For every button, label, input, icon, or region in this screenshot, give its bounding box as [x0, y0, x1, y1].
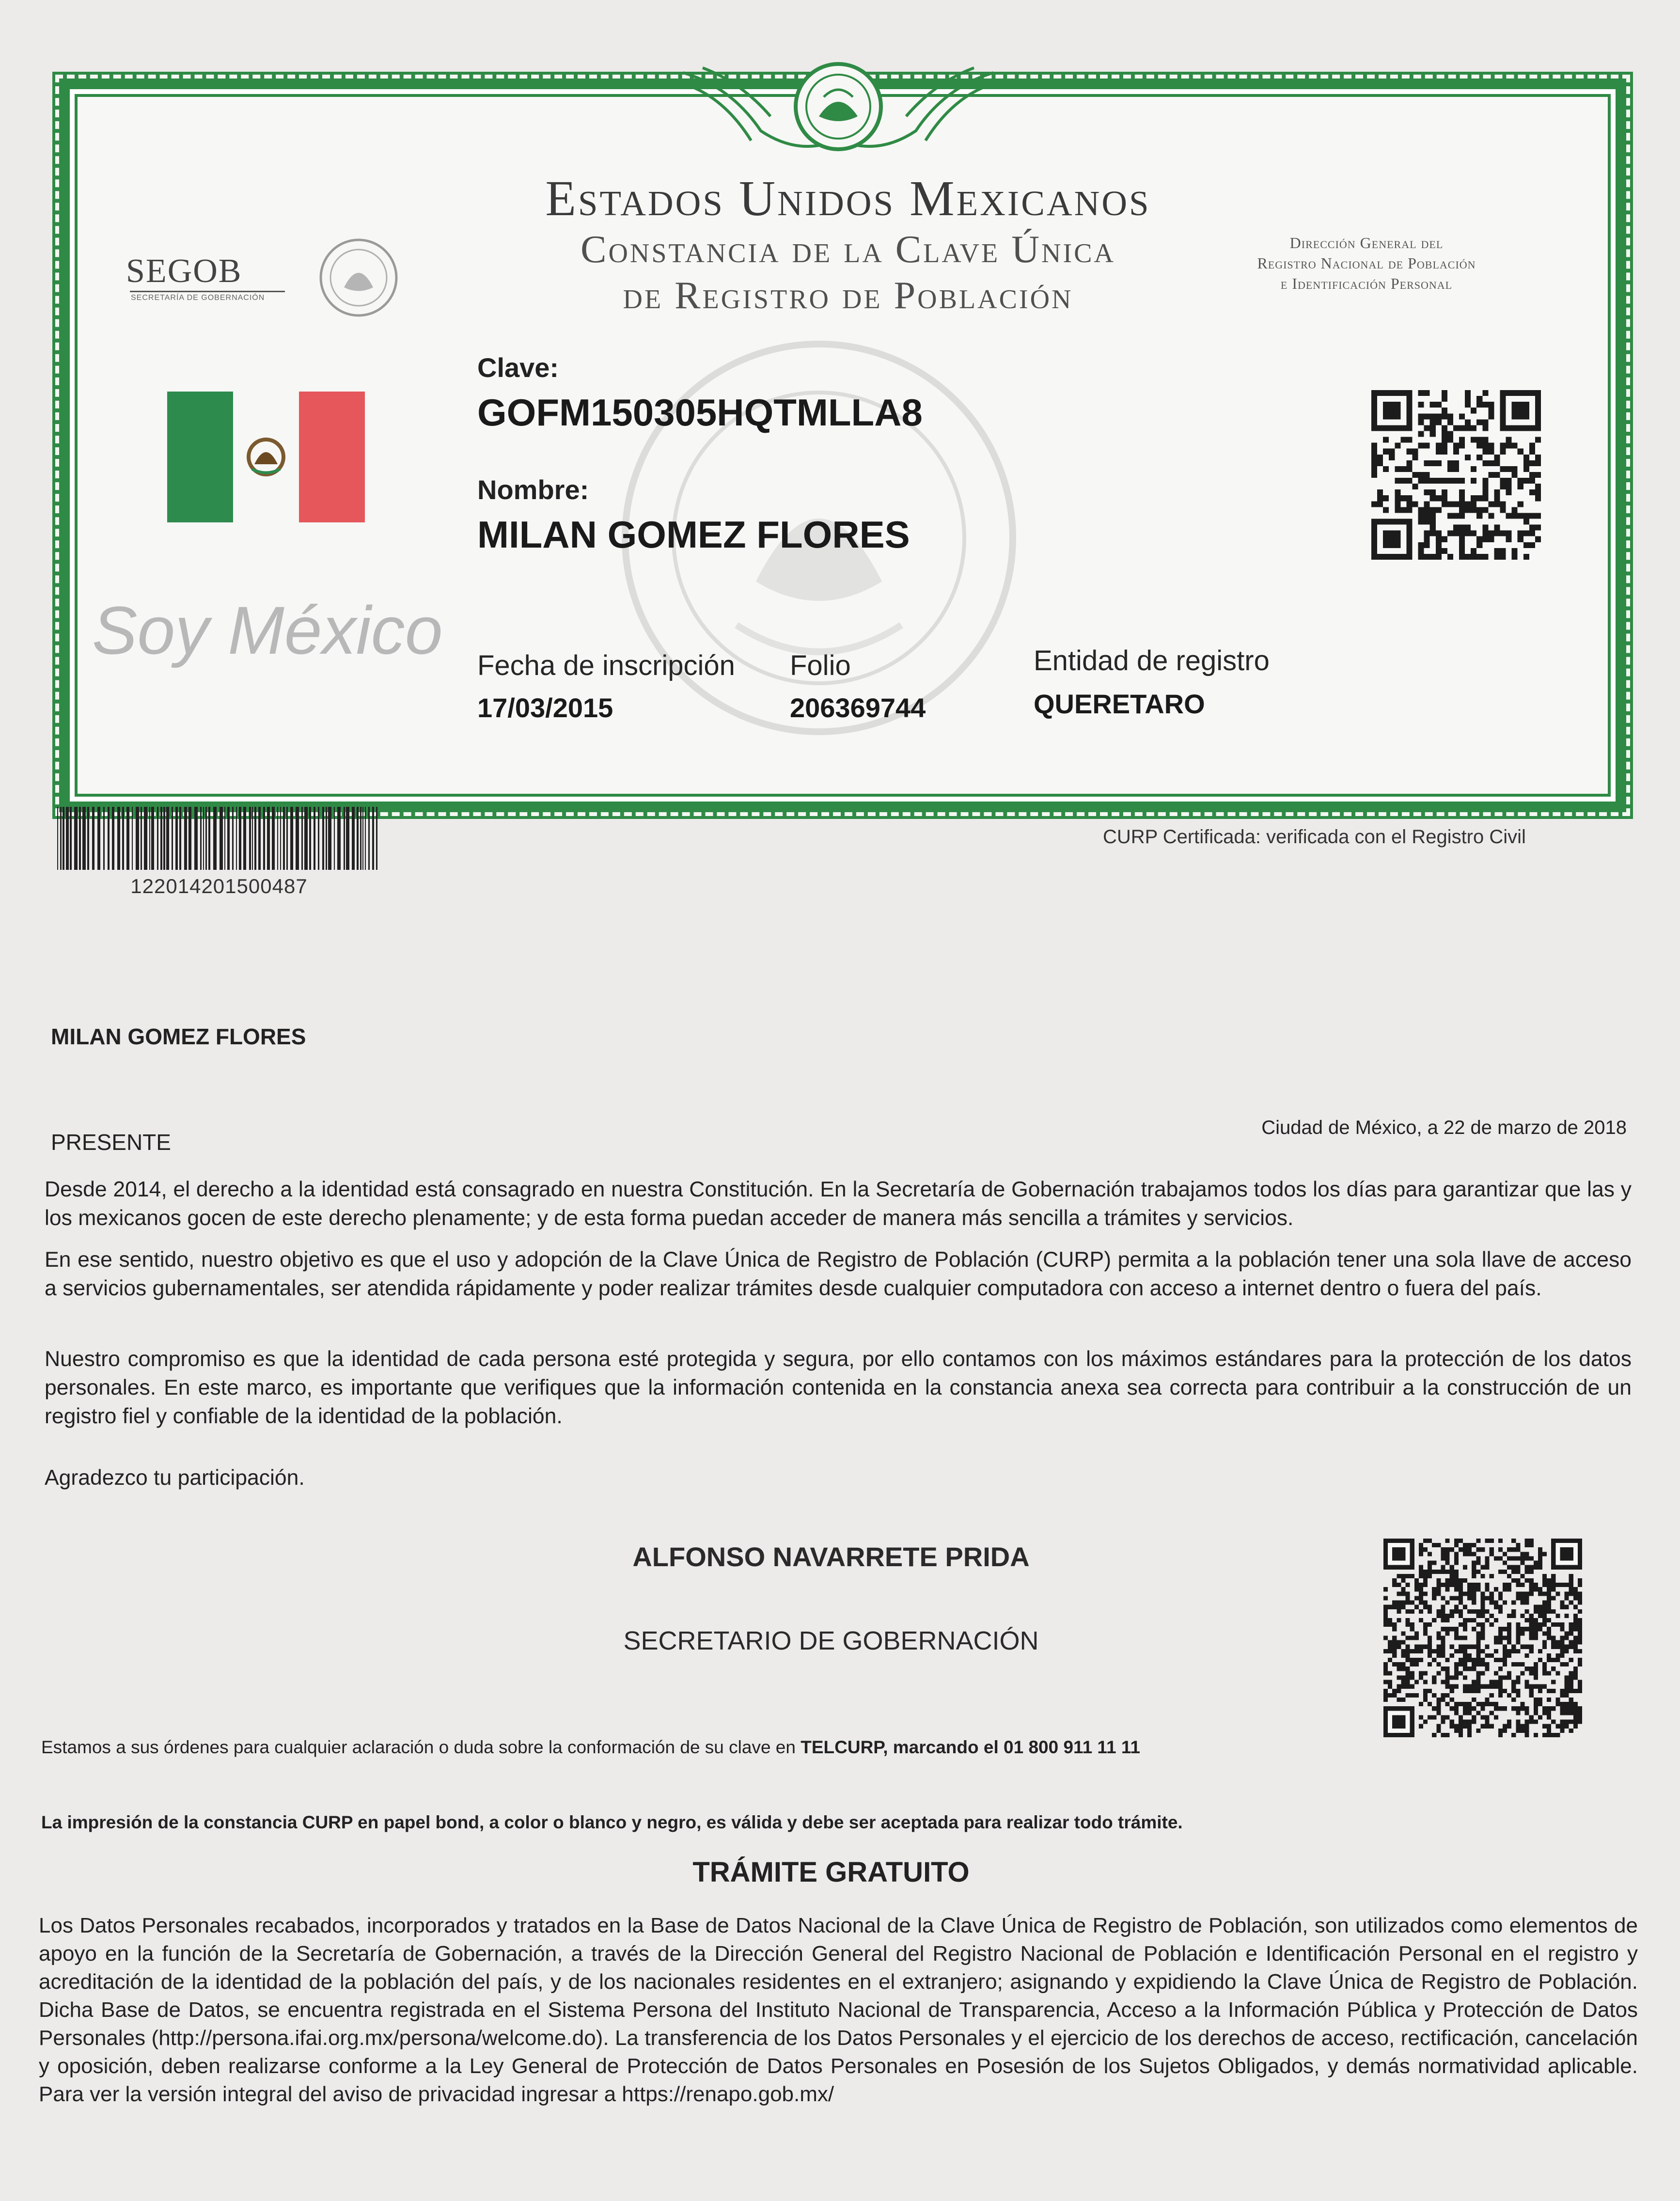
- entidad-registro-value: QUERETARO: [1034, 689, 1205, 719]
- dependency-line1: Dirección General del: [1289, 234, 1444, 252]
- letter-paragraph-2: En ese sentido, nuestro objetivo es que el uso y adopción de la Clave Única de Registro de Población (CURP) permita a la población tener una sola llave de acceso a servicios gubernamentales, ser atendida rápidamente y poder realizar trámites desde cualquier computadora con acceso a internet dentro o fuera del país.: [45, 1248, 1632, 1300]
- letter-paragraph-3: Nuestro compromiso es que la identidad de cada persona esté protegida y segura, por ello contamos con los máximos estándares para la protección de los datos personales. En este marco, es importante que verifiques que la información contenida en la constancia anexa sea correcta para contribuir a la construcción de un registro fiel y confiable de la identidad de la población.: [45, 1347, 1632, 1428]
- letter-paragraph-4: Agradezco tu participación.: [45, 1466, 305, 1490]
- clarification-text: Estamos a sus órdenes para cualquier aclaración o duda sobre la conformación de su clave en: [41, 1737, 796, 1757]
- qr-code-icon: [1371, 390, 1541, 560]
- folio-label: Folio: [790, 650, 851, 681]
- document-subtitle-line2: de Registro de Población: [623, 274, 1073, 317]
- telcurp-phone: TELCURP, marcando el 01 800 911 11 11: [801, 1737, 1140, 1757]
- dependency-line2: Registro Nacional de Población: [1257, 254, 1476, 272]
- letter-addressee: MILAN GOMEZ FLORES: [51, 1024, 306, 1049]
- qr-code-icon: [1383, 1536, 1582, 1740]
- nombre-label: Nombre:: [477, 474, 589, 505]
- clave-label: Clave:: [477, 352, 559, 383]
- curp-certified-note: CURP Certificada: verificada con el Registro Civil: [1103, 826, 1526, 848]
- free-procedure-heading: TRÁMITE GRATUITO: [692, 1856, 970, 1888]
- seal-icon: [317, 236, 400, 319]
- folio-value: 206369744: [790, 692, 926, 723]
- tagline: Soy México: [92, 592, 443, 668]
- document-title: Estados Unidos Mexicanos: [545, 171, 1151, 226]
- document-subtitle-line1: Constancia de la Clave Única: [581, 228, 1115, 271]
- letter-presente: PRESENTE: [51, 1130, 171, 1155]
- letter-place-date: Ciudad de México, a 22 de marzo de 2018: [1261, 1117, 1627, 1138]
- issuing-dependency: [1182, 233, 1551, 294]
- fecha-inscripcion-label: Fecha de inscripción: [477, 650, 735, 681]
- privacy-notice: Los Datos Personales recabados, incorporados y tratados en la Base de Datos Nacional de la Clave Única de Registro de Población, son utilizados como elementos de apoyo en la función de la Secretaría de Gobernación, a través de la Dirección General del Registro Nacional de Población e Identificación Personal en el registro y acreditación de la identidad de la población del país, y de los nacionales residentes en el extranjero; asignando y expidiendo la Clave Única de Registro de Población. Dicha Base de Datos, se encuentra registrada en el Sistema Persona del Instituto Nacional de Transparencia, Acceso a la Información Pública y Protección de Datos Personales (http://persona.ifai.org.mx/persona/welcome.do). La transferencia de los Datos Personales y el ejercicio de los derechos de acceso, rectificación, cancelación y oposición, deben realizarse conforme a la Ley General de Protección de Datos Personales en Posesión de los Sujetos Obligados, y demás normatividad aplicable. Para ver la versión integral del aviso de privacidad ingresar a https://renapo.gob.mx/: [39, 1914, 1638, 2106]
- segob-subtitle: SECRETARÍA DE GOBERNACIÓN: [131, 294, 265, 302]
- dependency-line3: e Identificación Personal: [1280, 275, 1453, 292]
- coat-of-arms-icon: [674, 58, 1003, 160]
- printing-validity-note: La impresión de la constancia CURP en papel bond, a color o blanco y negro, es válida y debe ser aceptada para realizar todo trámite.: [41, 1812, 1183, 1832]
- clarification-note: [41, 1737, 1140, 1758]
- letter-paragraph-1: Desde 2014, el derecho a la identidad está consagrado en nuestra Constitución. En la Secretaría de Gobernación trabajamos todos los días para garantizar que las y los mexicanos gocen de este derecho plenamente; y de esta forma puedan acceder de manera más sencilla a trámites y servicios.: [45, 1178, 1632, 1230]
- segob-logo: SEGOB: [126, 252, 242, 290]
- signer-title: SECRETARIO DE GOBERNACIÓN: [623, 1626, 1039, 1655]
- signer-name: ALFONSO NAVARRETE PRIDA: [632, 1541, 1030, 1572]
- clave-value: GOFM150305HQTMLLA8: [477, 391, 923, 434]
- barcode-number: 122014201500487: [130, 875, 308, 897]
- barcode-icon: [57, 807, 381, 870]
- entidad-registro-label: Entidad de registro: [1034, 645, 1270, 676]
- nombre-value: MILAN GOMEZ FLORES: [477, 513, 910, 556]
- segob-divider: [130, 291, 285, 292]
- fecha-inscripcion-value: 17/03/2015: [477, 692, 613, 723]
- mexican-flag-icon: [167, 392, 365, 522]
